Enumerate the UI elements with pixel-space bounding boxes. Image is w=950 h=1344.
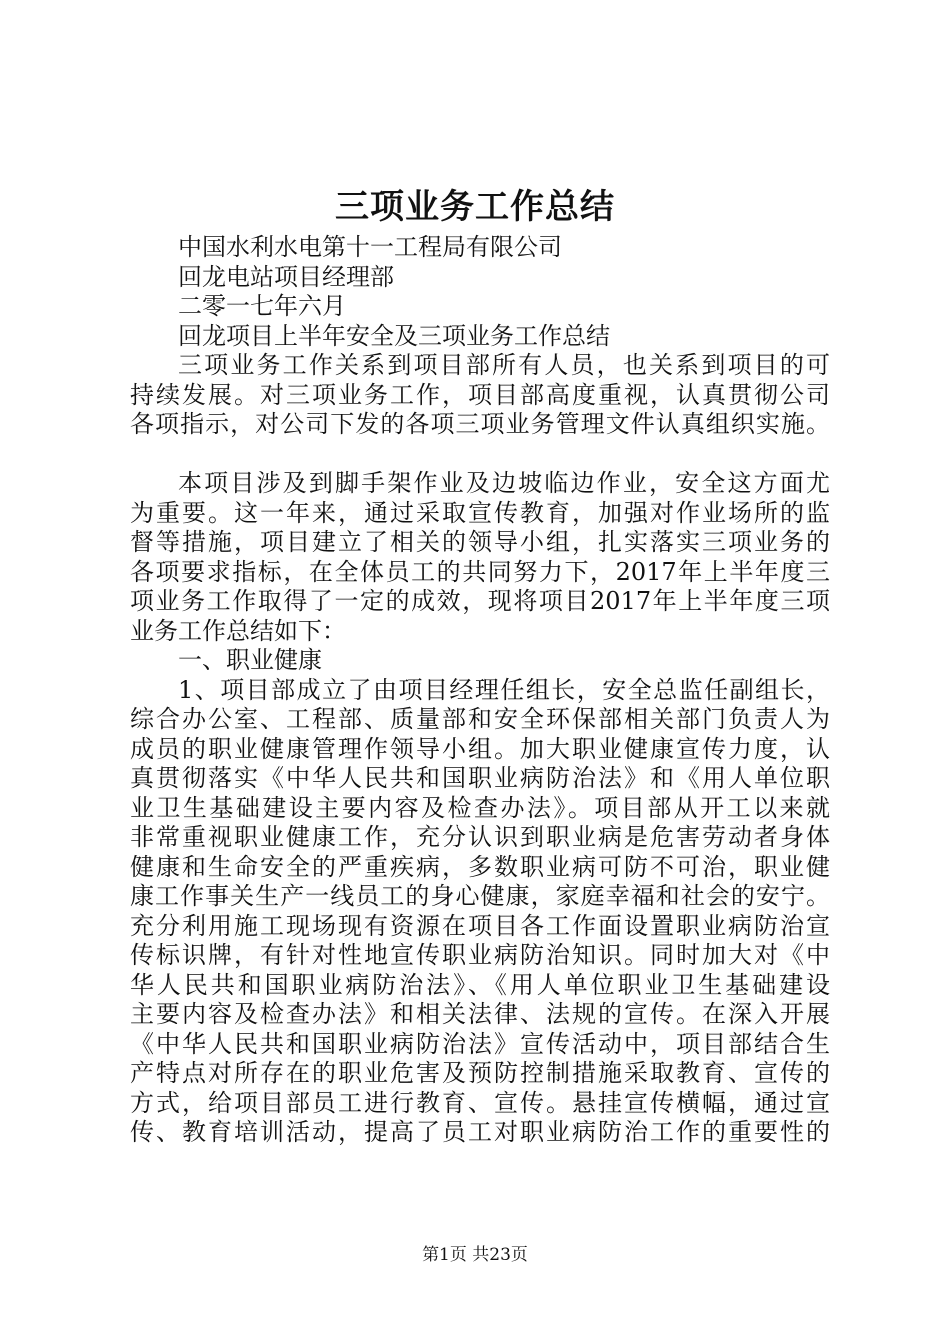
paragraph-line: 传、教育培训活动，提高了员工对职业病防治工作的重要性的 <box>130 1118 830 1146</box>
paragraph-line: 各项要求指标，在全体员工的共同努力下，2017年上半年度三 <box>130 557 830 586</box>
section-heading: 一、职业健康 <box>178 646 322 674</box>
paragraph-line: 业务工作总结如下： <box>130 616 346 645</box>
paragraph-line: 为重要。这一年来，通过采取宣传教育，加强对作业场所的监 <box>130 498 830 527</box>
page-number-footer: 第1页 共23页 <box>422 1245 528 1265</box>
paragraph-line: 项业务工作取得了一定的成效，现将项目2017年上半年度三项 <box>130 587 830 615</box>
paragraph-line: 方式，给项目部员工进行教育、宣传。悬挂宣传横幅，通过宣 <box>130 1088 830 1117</box>
paragraph-line: 督等措施，项目建立了相关的领导小组，扎实落实三项业务的 <box>130 528 830 556</box>
document-body <box>130 233 830 1148</box>
paragraph-line: 本项目涉及到脚手架作业及边坡临边作业，安全这方面尤 <box>178 469 830 497</box>
paragraph-line: 《中华人民共和国职业病防治法》宣传活动中，项目部结合生 <box>130 1029 830 1058</box>
paragraph-line: 康工作事关生产一线员工的身心健康，家庭幸福和社会的安宁。 <box>130 882 830 910</box>
paragraph-line: 持续发展。对三项业务工作，项目部高度重视，认真贯彻公司 <box>130 380 830 409</box>
paragraph-line: 业卫生基础建设主要内容及检查办法》。项目部从开工以来就 <box>130 793 830 822</box>
paragraph-line: 健康和生命安全的严重疾病，多数职业病可防不可治，职业健 <box>130 852 830 881</box>
paragraph-line: 成员的职业健康管理作领导小组。加大职业健康宣传力度，认 <box>130 734 830 763</box>
header-line: 回龙项目上半年安全及三项业务工作总结 <box>178 321 610 350</box>
paragraph-line: 传标识牌，有针对性地宣传职业病防治知识。同时加大对《中 <box>130 941 830 969</box>
paragraph-line: 三项业务工作关系到项目部所有人员，也关系到项目的可 <box>178 351 830 379</box>
paragraph-line: 产特点对所存在的职业危害及预防控制措施采取教育、宣传的 <box>130 1059 830 1087</box>
paragraph-gap <box>130 440 830 470</box>
paragraph-line: 真贯彻落实《中华人民共和国职业病防治法》和《用人单位职 <box>130 764 830 792</box>
paragraph-line: 主要内容及检查办法》和相关法律、法规的宣传。在深入开展 <box>130 1000 830 1028</box>
header-line: 中国水利水电第十一工程局有限公司 <box>178 233 562 261</box>
document-title: 三项业务工作总结 <box>335 187 615 227</box>
paragraph-line: 1、项目部成立了由项目经理任组长，安全总监任副组长， <box>178 675 830 704</box>
header-line: 回龙电站项目经理部 <box>178 262 394 291</box>
paragraph-line: 各项指示，对公司下发的各项三项业务管理文件认真组织实施。 <box>130 410 830 438</box>
paragraph-line: 华人民共和国职业病防治法》、《用人单位职业卫生基础建设 <box>130 970 830 999</box>
paragraph-line: 充分利用施工现场现有资源在项目各工作面设置职业病防治宣 <box>130 911 830 940</box>
paragraph-line: 非常重视职业健康工作，充分认识到职业病是危害劳动者身体 <box>130 823 830 851</box>
header-line: 二零一七年六月 <box>178 292 346 320</box>
paragraph-line: 综合办公室、工程部、质量部和安全环保部相关部门负责人为 <box>130 705 830 733</box>
